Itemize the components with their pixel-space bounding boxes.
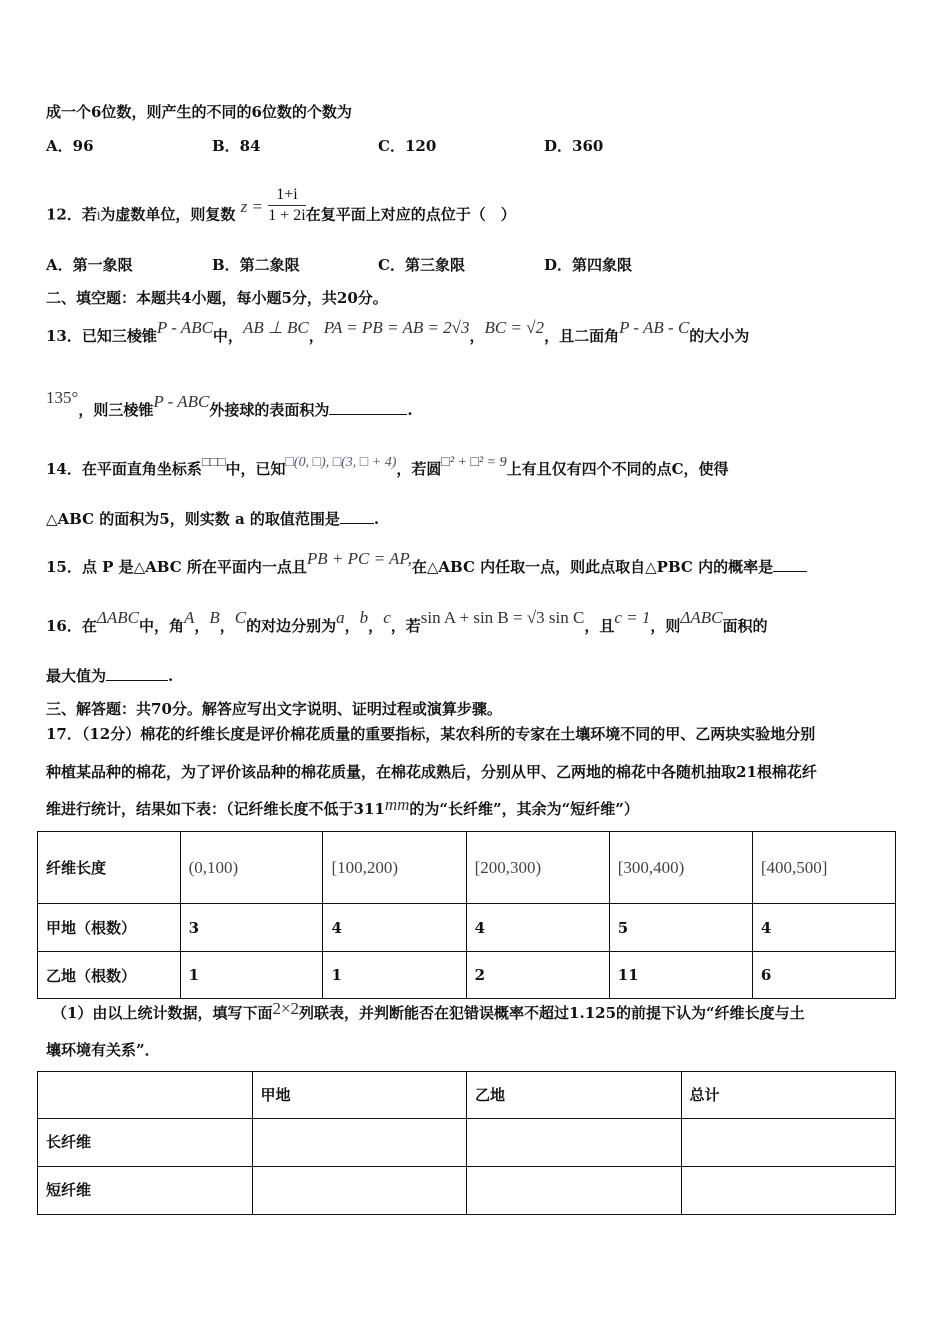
answer-blank[interactable]: [773, 557, 807, 572]
math: □□□: [201, 454, 226, 469]
option-c: C．第三象限: [378, 256, 465, 274]
contingency-table: [37, 1071, 896, 1215]
header-cell: 乙地: [467, 1072, 682, 1119]
text: 13．已知三棱锥: [46, 327, 157, 345]
option-d: D．第四象限: [544, 256, 633, 274]
q17-line1: 17．（12分）棉花的纤维长度是评价棉花质量的重要指标，某农科所的专家在土壤环境不同的甲、乙两块实验地分别: [46, 725, 816, 743]
option-a: A．第一象限: [46, 256, 133, 274]
cell: 1: [180, 952, 323, 999]
answer-blank[interactable]: [329, 400, 407, 415]
text: 面积的: [722, 617, 768, 635]
q16-line2: [46, 666, 173, 686]
header-cell: 纤维长度: [38, 832, 181, 904]
header-cell: [200,300): [466, 832, 609, 904]
math-i: i: [96, 209, 101, 223]
text: （1）由以上统计数据，填写下面: [52, 1004, 273, 1022]
q14-line1: [46, 454, 729, 481]
option-d: D．360: [544, 137, 604, 155]
text: ，且: [584, 617, 615, 635]
q14-line2: [46, 509, 379, 529]
header-cell: 总计: [681, 1072, 896, 1119]
q12-stem: [46, 186, 516, 236]
cell: 2: [466, 952, 609, 999]
text: ，: [194, 617, 210, 635]
text: 外接球的表面积为: [209, 401, 330, 419]
q15: [46, 549, 807, 577]
q17-line3: [46, 795, 639, 819]
math: b: [359, 608, 369, 627]
math: PB + PC = AP,: [306, 549, 412, 568]
text: 上有且仅有四个不同的点C，使得: [506, 460, 729, 478]
header-cell: 甲地: [252, 1072, 467, 1119]
q13-line2: [46, 388, 413, 420]
table-header-row: [38, 1072, 896, 1119]
q11-options: [46, 136, 710, 156]
math: sin A + sin B = √3 sin C: [420, 608, 585, 627]
cell: 4: [752, 904, 895, 952]
text: ，且二面角: [544, 327, 620, 345]
section-2-heading: 二、填空题：本题共4小题，每小题5分，共20分。: [46, 289, 388, 307]
table-row: [38, 1119, 896, 1167]
q17-part1-line2: 壤环境有关系”．: [46, 1041, 160, 1059]
option-b: B．第二象限: [212, 256, 300, 274]
row-label: 长纤维: [38, 1119, 253, 1167]
text: ，: [469, 327, 485, 345]
math: c = 1: [614, 608, 651, 627]
text: ，则三棱锥: [78, 401, 154, 419]
math: P - AB - C: [619, 318, 690, 337]
math: C: [234, 608, 247, 627]
text: ，若圆: [396, 460, 442, 478]
header-cell: [100,200): [323, 832, 466, 904]
text: 的对边分别为: [246, 617, 337, 635]
text: .: [168, 667, 174, 685]
q16-line1: [46, 608, 768, 636]
text: 的大小为: [689, 327, 750, 345]
math: BC = √2: [484, 318, 545, 337]
text: △ABC 的面积为5，则实数 a 的取值范围是: [46, 510, 340, 528]
empty-cell[interactable]: [252, 1167, 467, 1215]
math: □(0, □), □(3, □ + 4): [285, 455, 397, 470]
empty-cell[interactable]: [681, 1119, 896, 1167]
text: 15．点 P 是△ABC 所在平面内一点且: [46, 558, 307, 576]
header-cell: [38, 1072, 253, 1119]
table-header-row: [38, 832, 896, 904]
q17-line2: 种植某品种的棉花，为了评价该品种的棉花质量，在棉花成熟后，分别从甲、乙两地的棉花中各随机抽取21根棉花纤: [46, 763, 817, 781]
table-row: [38, 952, 896, 999]
cell: 4: [466, 904, 609, 952]
text: 为虚数单位，则复数: [100, 205, 236, 224]
math: P - ABC: [153, 392, 210, 411]
text: .: [407, 401, 413, 419]
option-a: A．96: [46, 137, 94, 155]
option-b: B．84: [212, 137, 261, 155]
text: ，: [344, 617, 360, 635]
text: 中，角: [138, 617, 184, 635]
numerator: 1+i: [268, 185, 305, 206]
empty-cell[interactable]: [252, 1119, 467, 1167]
math: A: [183, 608, 195, 627]
math: □² + □² = 9: [441, 455, 507, 470]
table-row: [38, 1167, 896, 1215]
text: 最大值为: [46, 667, 107, 685]
math-unit: mm: [384, 795, 410, 814]
table-row: [38, 904, 896, 952]
text: ，: [219, 617, 235, 635]
math: 2×2: [272, 999, 300, 1018]
cell: 3: [180, 904, 323, 952]
text: 14．在平面直角坐标系: [46, 460, 202, 478]
text: 16．在: [46, 617, 97, 635]
math: a: [336, 608, 345, 627]
header-cell: (0,100): [180, 832, 323, 904]
header-cell: [300,400): [609, 832, 752, 904]
empty-cell[interactable]: [681, 1167, 896, 1215]
empty-cell[interactable]: [467, 1119, 682, 1167]
text: 中，已知: [225, 460, 286, 478]
math: 135°: [46, 388, 79, 407]
q17-part1-line1: [52, 999, 805, 1023]
math: P - ABC: [156, 318, 213, 337]
text: 在复平面上对应的点位于（ ）: [305, 205, 516, 224]
text: 12．若: [46, 205, 97, 224]
math: AB ⊥ BC: [242, 318, 309, 337]
q13-line1: [46, 318, 750, 346]
answer-blank[interactable]: [106, 666, 168, 681]
row-label: 甲地（根数）: [38, 904, 181, 952]
header-cell: [400,500]: [752, 832, 895, 904]
math: PA = PB = AB = 2√3: [323, 318, 470, 337]
math: c: [383, 608, 391, 627]
denominator: 1 + 2i: [268, 207, 306, 224]
q11-tail: 成一个6位数，则产生的不同的6位数的个数为: [46, 103, 352, 121]
math: ΔABC: [96, 608, 139, 627]
cell: 5: [609, 904, 752, 952]
math: ΔABC: [680, 608, 723, 627]
cell: 11: [609, 952, 752, 999]
row-label: 乙地（根数）: [38, 952, 181, 999]
q12-options: [46, 255, 710, 275]
text: 列联表，并判断能否在犯错误概率不超过1.125的前提下认为“纤维长度与土: [299, 1004, 805, 1022]
fiber-length-table: [37, 831, 896, 999]
math-z: z =: [240, 196, 263, 216]
cell: 6: [752, 952, 895, 999]
answer-blank[interactable]: [340, 509, 374, 524]
option-c: C．120: [378, 137, 437, 155]
math: B: [209, 608, 220, 627]
text: ，则: [650, 617, 681, 635]
text: 在△ABC 内任取一点，则此点取自△PBC 内的概率是: [411, 558, 774, 576]
text: ，若: [390, 617, 421, 635]
cell: 1: [323, 952, 466, 999]
empty-cell[interactable]: [467, 1167, 682, 1215]
section-3-heading: 三、解答题：共70分。解答应写出文字说明、证明过程或演算步骤。: [46, 700, 502, 718]
text: ，: [308, 327, 324, 345]
fraction: [268, 185, 305, 226]
text: 维进行统计，结果如下表：（记纤维长度不低于311: [46, 800, 385, 818]
text: 中，: [212, 327, 243, 345]
row-label: 短纤维: [38, 1167, 253, 1215]
text: 的为“长纤维”，其余为“短纤维”）: [409, 800, 639, 818]
text: .: [373, 510, 380, 528]
cell: 4: [323, 904, 466, 952]
text: ，: [368, 617, 384, 635]
